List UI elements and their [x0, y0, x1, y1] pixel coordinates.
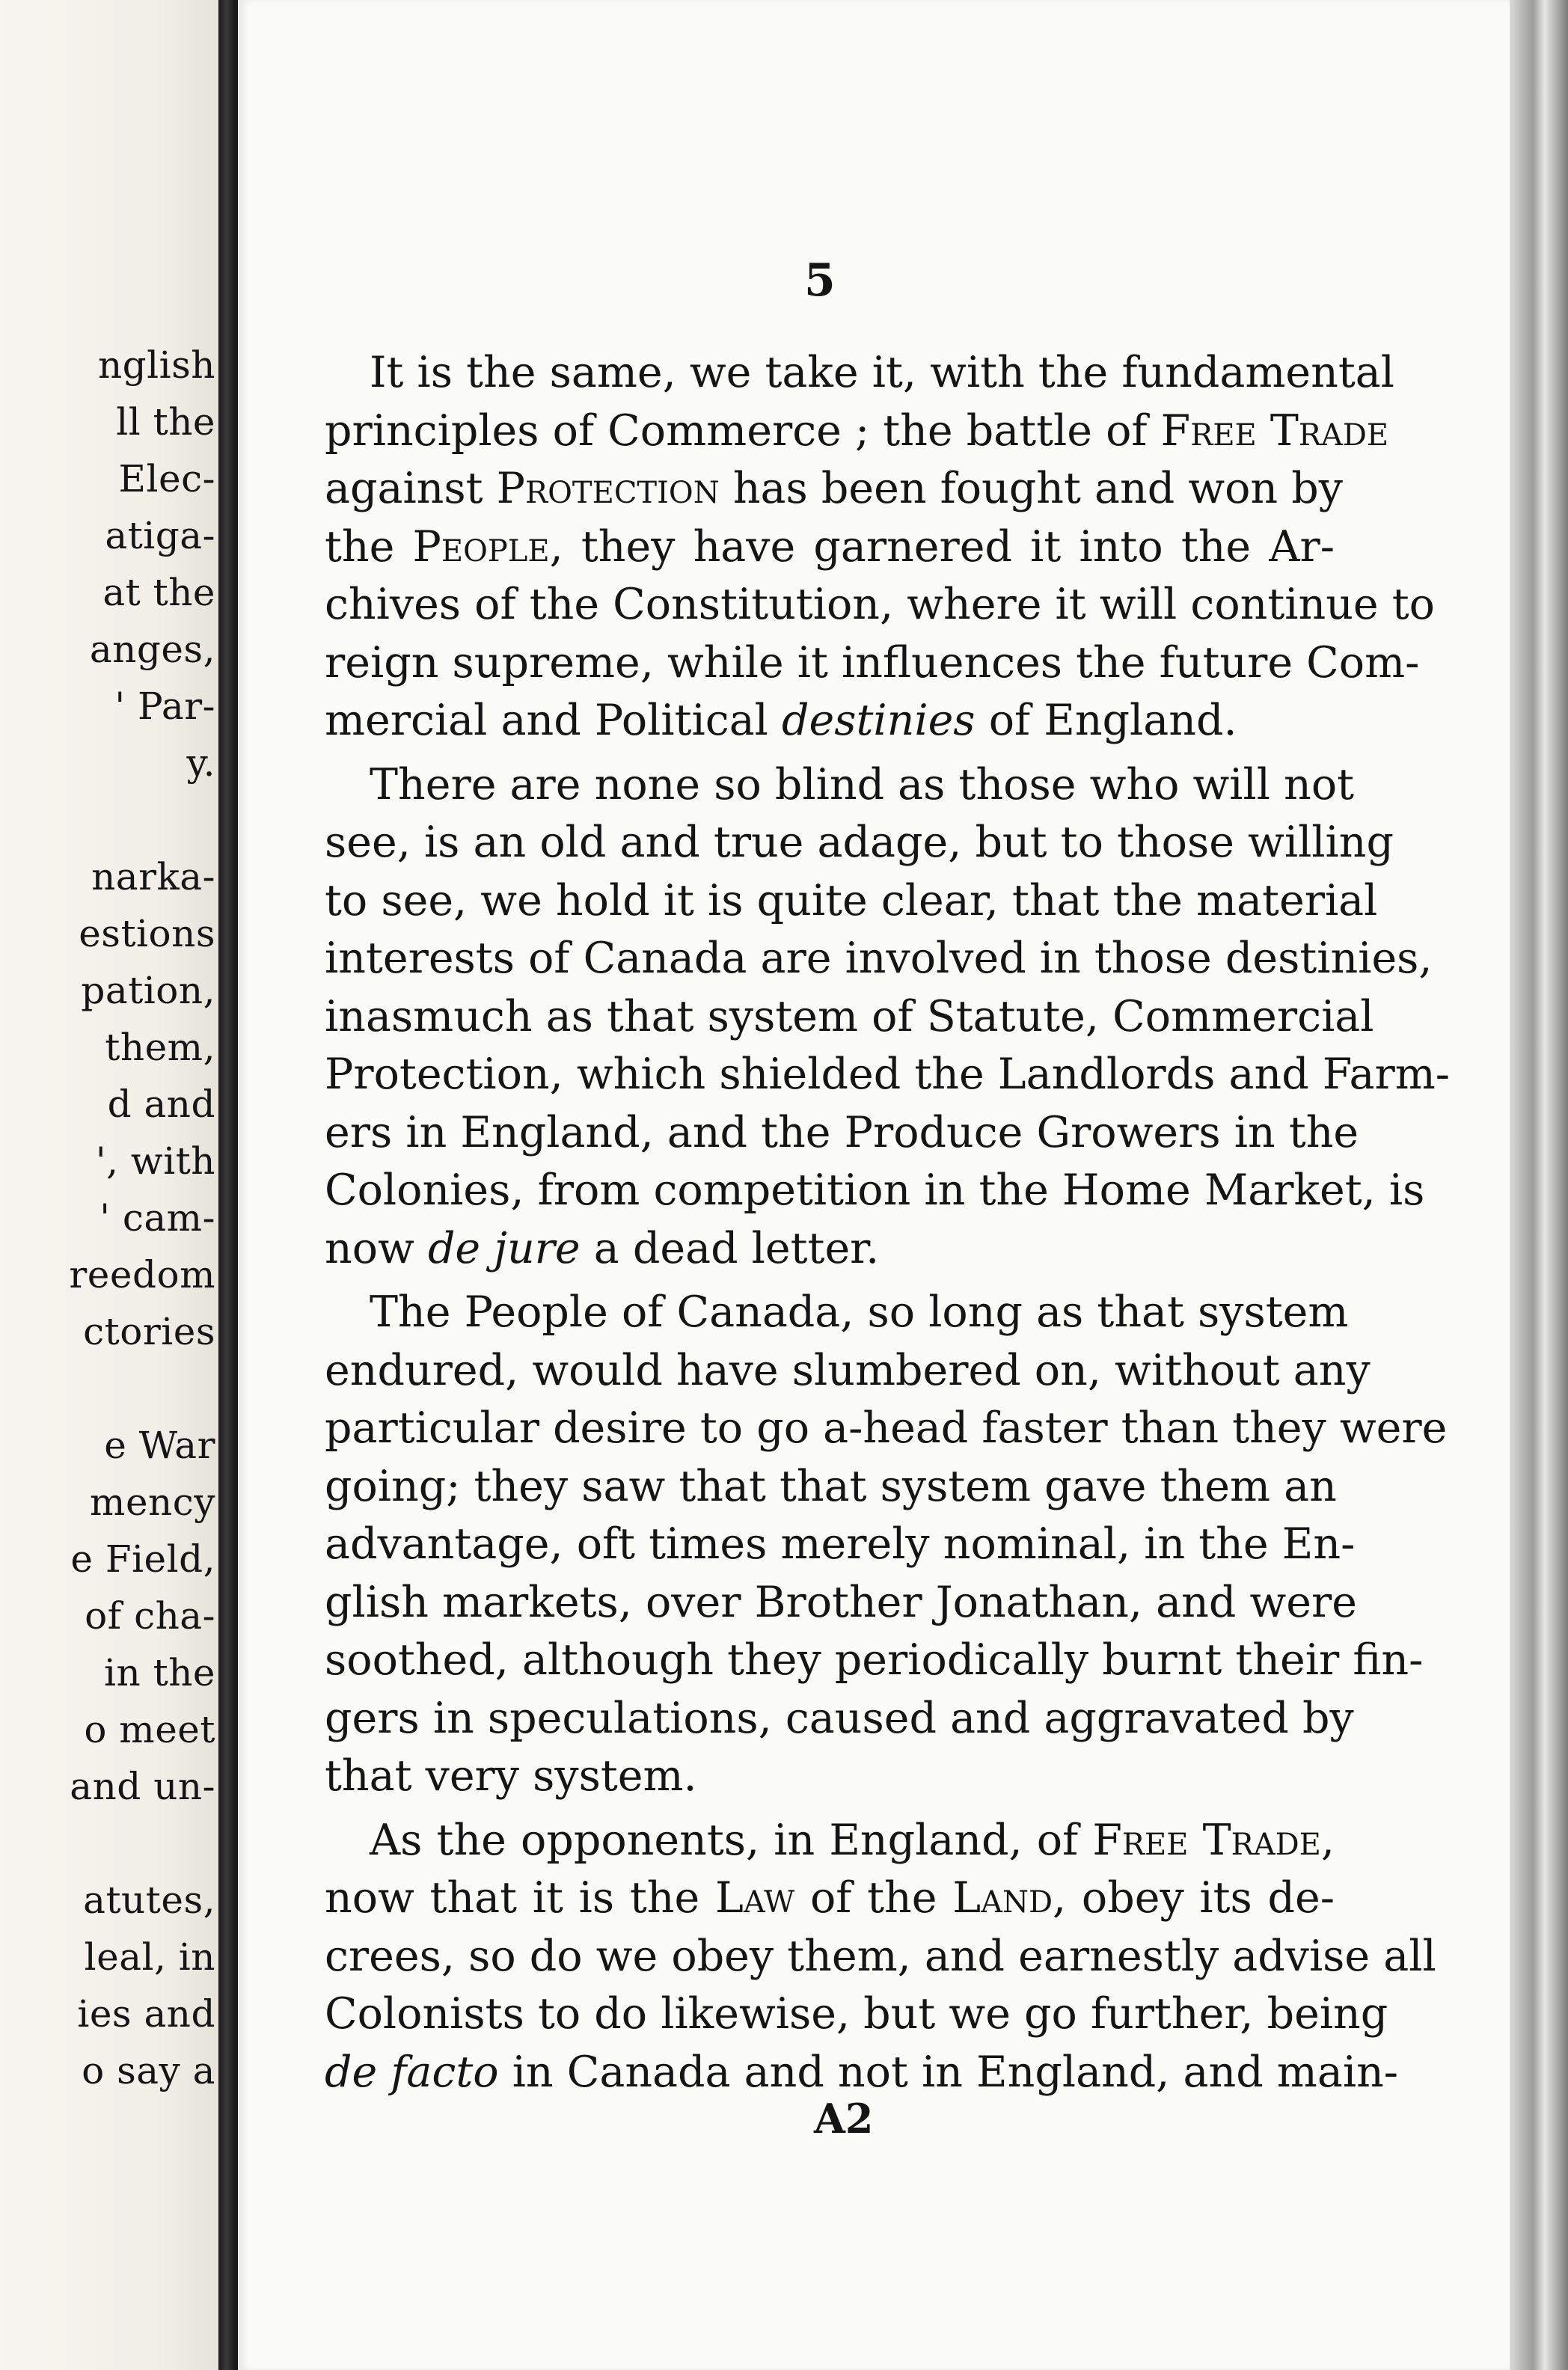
small-caps-text: Law	[715, 1873, 795, 1923]
small-caps-text: Land	[952, 1873, 1053, 1923]
facing-page-line: pation,	[81, 969, 215, 1012]
italic-text: de facto	[325, 2047, 499, 2097]
text-run: going; they saw that that system gave them an	[325, 1461, 1337, 1511]
facing-page-line: ', with	[95, 1139, 215, 1183]
small-caps-text: Free Trade	[1160, 405, 1389, 456]
text-run: Colonies, from competition in the Home Market, is	[325, 1166, 1425, 1215]
facing-page-line	[69, 1360, 215, 1417]
facing-page-line	[69, 1815, 215, 1872]
facing-page-line: estions	[79, 912, 215, 955]
text-run: gers in speculations, caused and aggravated by	[325, 1693, 1354, 1743]
text-line	[325, 1342, 1371, 1400]
text-line	[325, 402, 1389, 461]
facing-page-line: ' Par-	[114, 685, 215, 728]
facing-page-line: in the	[104, 1651, 215, 1694]
text-run: It is the same, we take it, with the fundamental	[370, 348, 1394, 397]
text-run: ers in England, and the Produce Growers in the	[325, 1107, 1359, 1157]
paragraph-gap	[325, 1278, 1335, 1284]
text-run: endured, would have slumbered on, without any	[325, 1345, 1371, 1395]
text-run: see, is an old and true adage, but to those willing	[325, 818, 1394, 867]
text-run: has been fought and won by	[719, 464, 1343, 513]
text-run: ,	[1320, 1815, 1335, 1865]
text-line	[325, 814, 1394, 872]
text-line	[325, 872, 1378, 931]
paragraph	[325, 1812, 1436, 2102]
facing-page-line: ctories	[83, 1310, 215, 1353]
text-run: reign supreme, while it influences the future Com-	[325, 637, 1420, 688]
text-run: of England.	[975, 696, 1237, 745]
facing-page-text	[69, 337, 215, 2099]
facing-page-line: o say a	[82, 2049, 215, 2092]
text-run: the	[325, 521, 413, 572]
text-run: Colonists to do likewise, but we go further, being	[325, 1989, 1388, 2039]
text-run: of the	[794, 1873, 953, 1923]
text-line	[325, 1516, 1356, 1574]
text-line	[325, 1812, 1335, 1870]
paragraph	[325, 756, 1451, 1279]
small-caps-text: Free Trade	[1092, 1815, 1321, 1865]
body-text	[325, 344, 1451, 2101]
text-line	[325, 1985, 1388, 2044]
text-line	[325, 1400, 1448, 1458]
text-run: There are none so blind as those who will not	[370, 759, 1355, 809]
text-line	[325, 692, 1335, 750]
signature-mark: A2	[814, 2095, 874, 2143]
text-line	[325, 576, 1435, 634]
text-line	[325, 1632, 1424, 1690]
text-run: inasmuch as that system of Statute, Commercial	[325, 991, 1374, 1041]
facing-page-line: atiga-	[105, 514, 215, 557]
text-line	[325, 518, 1335, 577]
text-run: The People of Canada, so long as that system	[370, 1287, 1349, 1337]
small-caps-text: Protection	[496, 464, 720, 513]
italic-text: destinies	[782, 696, 976, 745]
facing-page-line: y.	[186, 741, 215, 785]
text-line	[325, 2044, 1399, 2102]
text-line	[325, 1104, 1359, 1163]
text-line	[325, 1574, 1357, 1632]
facing-page-line: mency	[90, 1481, 215, 1524]
facing-page-line: ' cam-	[99, 1196, 215, 1240]
text-line	[325, 1690, 1354, 1748]
facing-page-line: and un-	[70, 1765, 215, 1808]
page-number: 5	[804, 254, 836, 307]
text-run: glish markets, over Brother Jonathan, and were	[325, 1577, 1357, 1627]
text-run: soothed, although they periodically burnt their fin-	[325, 1635, 1424, 1685]
text-line	[325, 634, 1420, 693]
text-run: mercial and Political	[325, 696, 783, 745]
text-line	[325, 756, 1355, 815]
text-line	[325, 1046, 1451, 1104]
facing-page-line: narka-	[91, 855, 215, 898]
text-run: particular desire to go a-head faster than they were	[325, 1403, 1448, 1453]
text-line	[325, 1870, 1335, 1928]
facing-page-line: reedom	[69, 1253, 215, 1296]
facing-page-line: at the	[102, 571, 215, 614]
facing-page-line: them,	[105, 1026, 215, 1069]
paragraph	[325, 1284, 1448, 1806]
paragraph-gap	[325, 1806, 1335, 1812]
facing-page-line: ll the	[116, 400, 215, 444]
text-line	[325, 460, 1343, 518]
text-run: , they have garnered it into the Ar-	[549, 521, 1335, 572]
text-run: Protection, which shielded the Landlords and Farm-	[325, 1050, 1451, 1099]
facing-page-line: anges,	[89, 628, 215, 671]
text-line	[325, 1162, 1425, 1220]
facing-page-line: nglish	[97, 343, 215, 387]
text-run: that very system.	[325, 1751, 697, 1801]
text-line	[325, 1458, 1335, 1516]
text-line	[325, 988, 1374, 1047]
text-line	[325, 1284, 1349, 1342]
text-run: a dead letter.	[580, 1223, 880, 1273]
text-run: crees, so do we obey them, and earnestly advise all	[325, 1931, 1436, 1981]
text-line	[325, 930, 1433, 988]
text-run: to see, we hold it is quite clear, that the material	[325, 875, 1378, 925]
text-line	[325, 1928, 1436, 1986]
facing-page-line: o meet	[84, 1708, 215, 1751]
text-run: advantage, oft times merely nominal, in the En-	[325, 1519, 1356, 1569]
text-run: principles of Commerce ; the battle of	[325, 405, 1161, 456]
facing-page-line: leal, in	[84, 1935, 215, 1979]
paragraph	[325, 344, 1435, 750]
facing-page-line: ies and	[77, 1992, 215, 2036]
text-line	[325, 344, 1394, 402]
facing-page-line: Elec-	[118, 457, 215, 500]
text-run: against	[325, 464, 497, 513]
text-run: now	[325, 1223, 428, 1273]
small-caps-text: People	[412, 521, 550, 572]
facing-page-line	[69, 791, 215, 848]
facing-page-line: e Field,	[70, 1537, 215, 1581]
facing-page-line: d and	[107, 1083, 215, 1126]
text-line	[325, 1220, 1335, 1279]
text-line	[325, 1748, 1335, 1806]
facing-page-line: of cha-	[85, 1594, 215, 1638]
paragraph-gap	[325, 750, 1335, 756]
text-run: As the opponents, in England, of	[370, 1815, 1093, 1865]
facing-page-line: atutes,	[83, 1878, 215, 1922]
page-edge	[1510, 0, 1568, 2370]
facing-page-line: e War	[104, 1424, 215, 1467]
facing-page-fragment	[0, 0, 224, 2370]
italic-text: de jure	[427, 1223, 581, 1273]
text-run: interests of Canada are involved in those destinies,	[325, 934, 1433, 983]
text-run: chives of the Constitution, where it will continue to	[325, 580, 1435, 629]
text-run: now that it is the	[325, 1873, 715, 1923]
text-run: in Canada and not in England, and main-	[498, 2047, 1399, 2097]
text-run: , obey its de-	[1053, 1873, 1335, 1923]
